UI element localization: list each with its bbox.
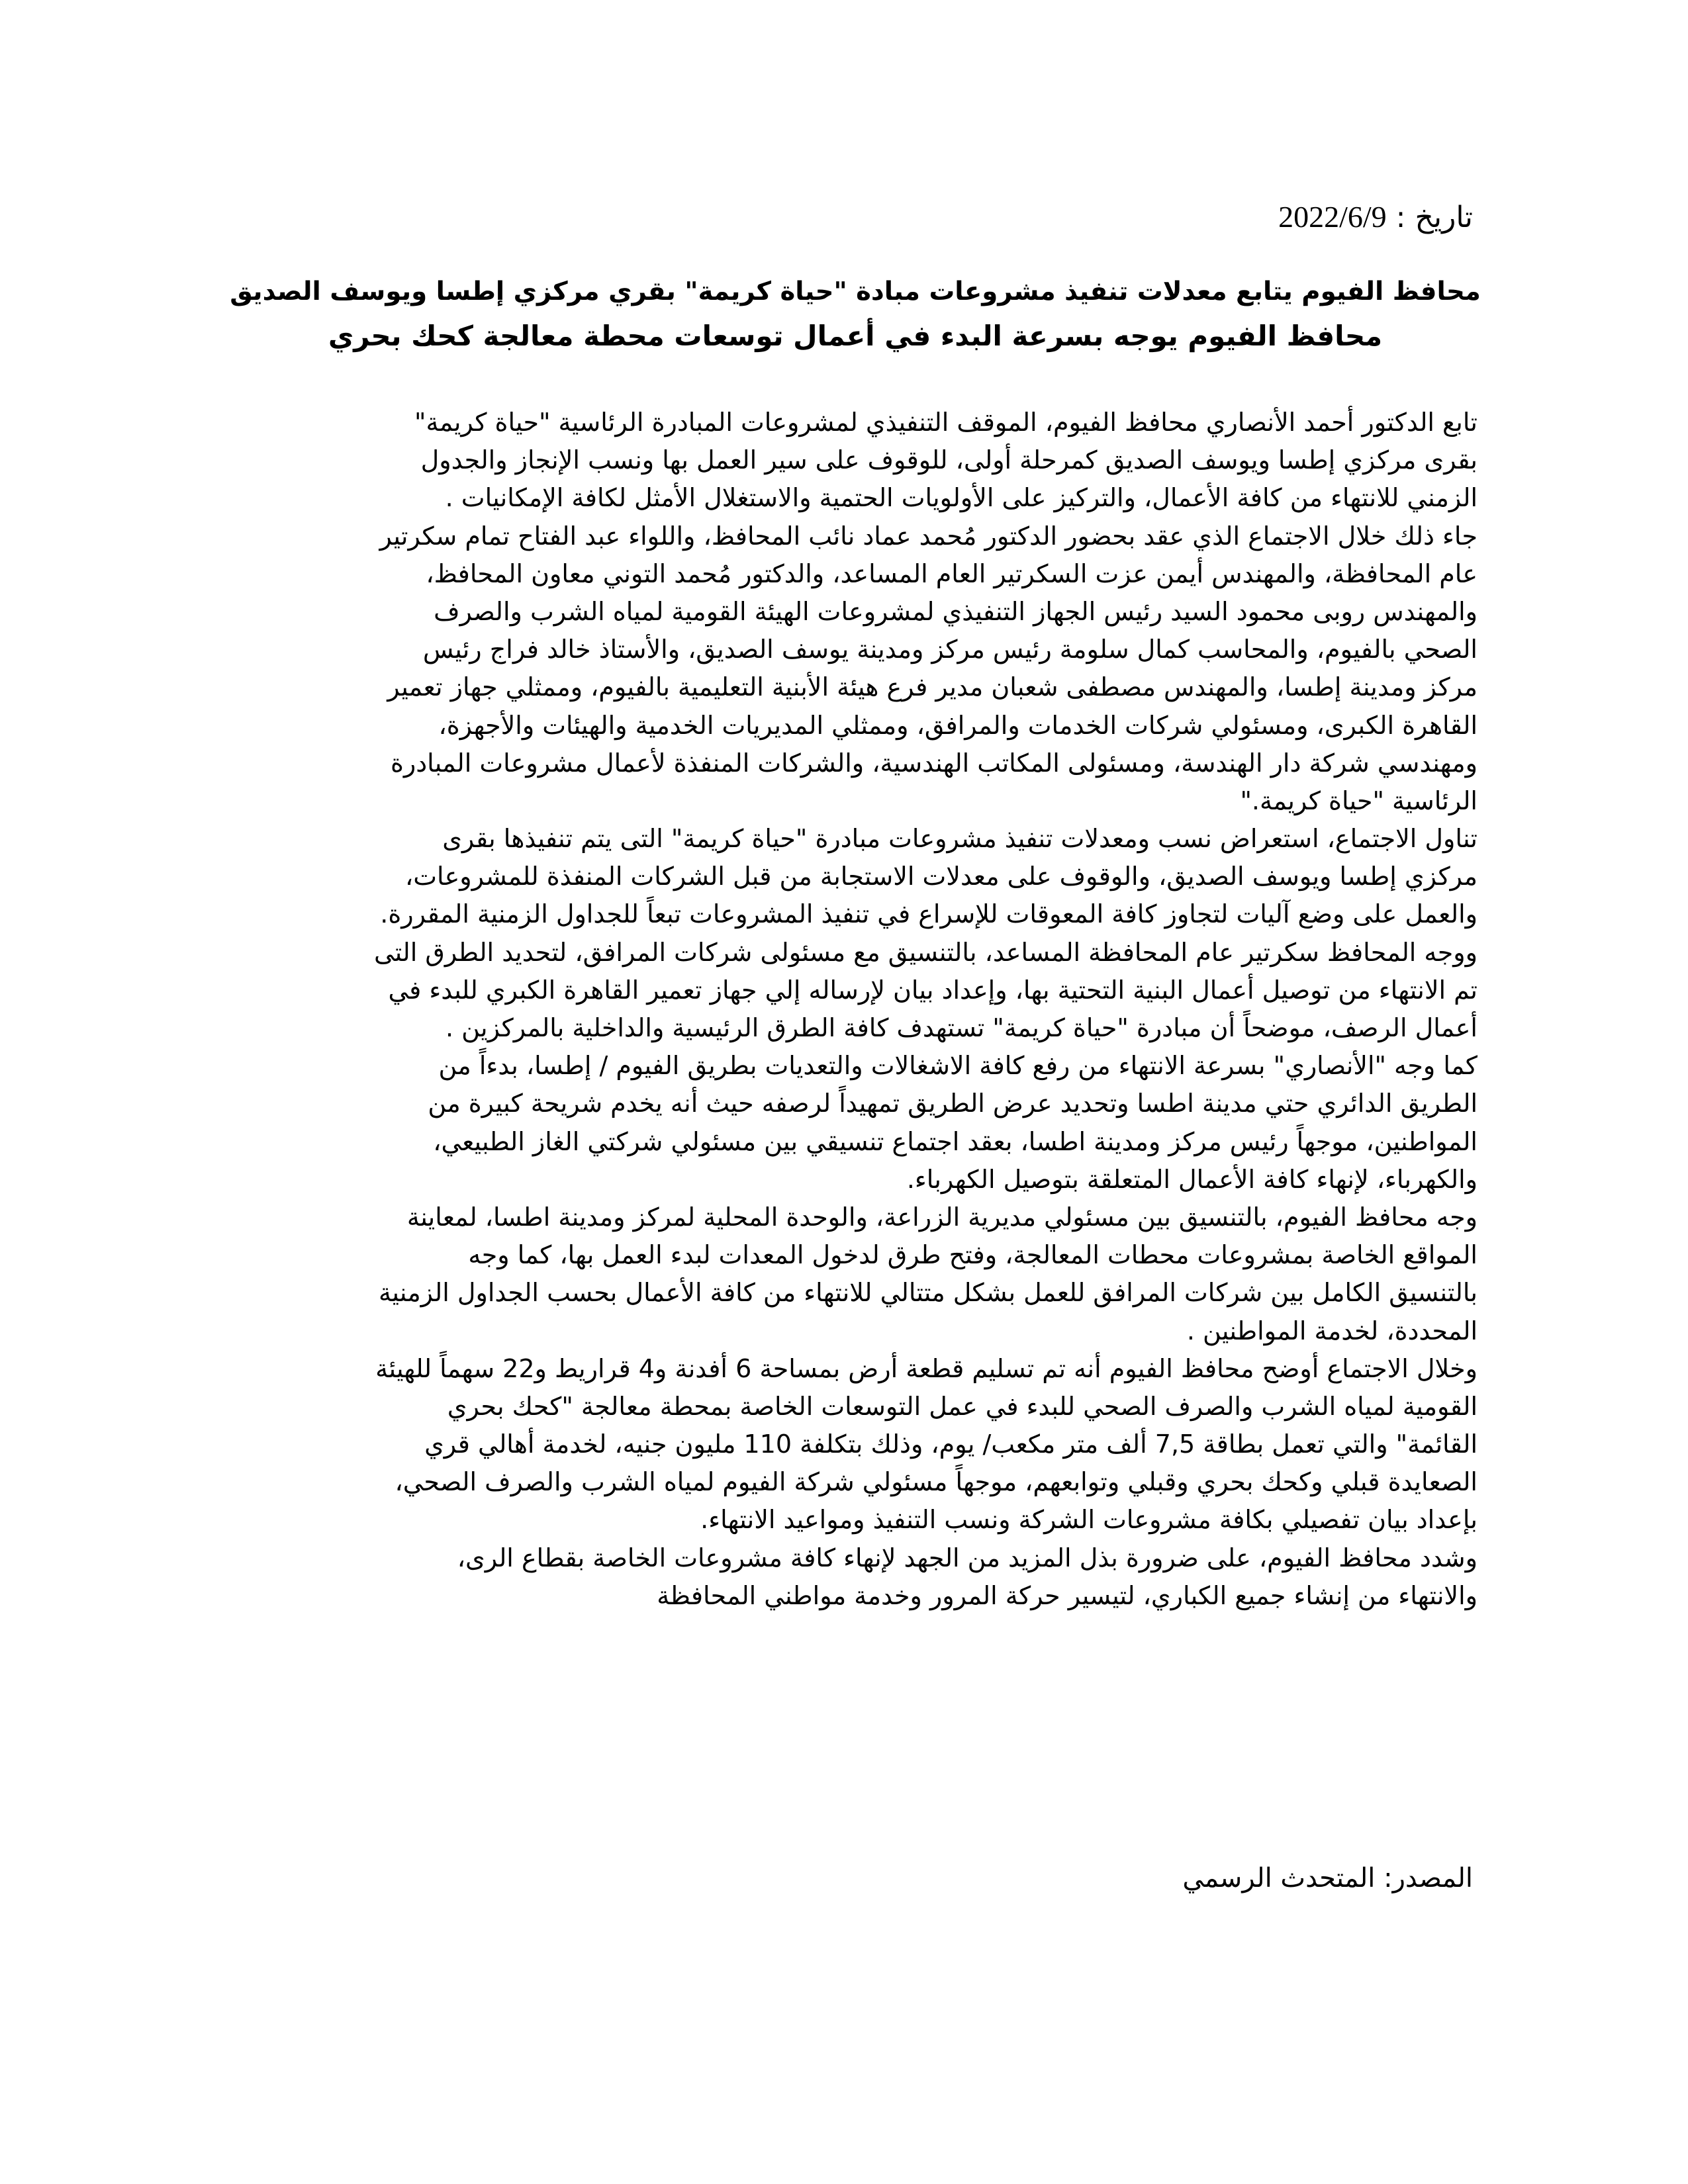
body-line: الصعايدة قبلي وكحك بحري وقبلي وتوابعهم، موجهاً مسئولي شركة الفيوم لمياه الشرب والصرف الصحي،: [395, 1467, 1477, 1497]
body-line: القاهرة الكبرى، ومسئولي شركات الخدمات والمرافق، وممثلي المديريات الخدمية والهيئات والأجهزة،: [438, 710, 1477, 740]
body-line: المحددة، لخدمة المواطنين .: [1186, 1316, 1477, 1345]
headline-primary: محافظ الفيوم يتابع معدلات تنفيذ مشروعات مبادة "حياة كريمة" بقري مركزي إطسا ويوسف الصديق: [230, 277, 1481, 306]
body-line: وشدد محافظ الفيوم، على ضرورة بذل المزيد من الجهد لإنهاء كافة مشروعات الخاصة بقطاع الرى،: [457, 1543, 1477, 1572]
body-line: المواقع الخاصة بمشروعات محطات المعالجة، وفتح طرق لدخول المعدات لبدء العمل بها، كما وجه: [468, 1240, 1477, 1270]
body-line: جاء ذلك خلال الاجتماع الذي عقد بحضور الدكتور مُحمد عماد نائب المحافظ، واللواء عبد الفتاح تمام سكرتير: [379, 521, 1477, 551]
body-line: المواطنين، موجهاً رئيس مركز ومدينة اطسا، بعقد اجتماع تنسيقي بين مسئولي شركتي الغاز الطبيعي،: [433, 1126, 1477, 1156]
body-line: والمهندس روبى محمود السيد رئيس الجهاز التنفيذي لمشروعات الهيئة القومية لمياه الشرب والصرف: [434, 596, 1477, 626]
document-date: [877, 197, 1473, 238]
body-line: والكهرباء، لإنهاء كافة الأعمال المتعلقة بتوصيل الكهرباء.: [906, 1164, 1477, 1194]
body-line: مركزي إطسا ويوسف الصديق، والوقوف على معدلات الاستجابة من قبل الشركات المنفذة للمشروعات،: [405, 862, 1477, 891]
date-value: 2022/6/9: [1278, 200, 1387, 234]
body-line: كما وجه "الأنصاري" بسرعة الانتهاء من رفع كافة الاشغالات والتعديات بطريق الفيوم / إطسا، بدءاً من: [438, 1051, 1477, 1081]
body-line: تابع الدكتور أحمد الأنصاري محافظ الفيوم، الموقف التنفيذي لمشروعات المبادرة الرئاسية "حياة كريمة": [414, 408, 1477, 437]
body-line: الطريق الدائري حتي مدينة اطسا وتحديد عرض الطريق تمهيداً لرصفه حيث أنه يخدم شريحة كبيرة من: [428, 1089, 1477, 1118]
body-line: ومهندسي شركة دار الهندسة، ومسئولى المكاتب الهندسية، والشركات المنفذة لأعمال مشروعات المبادرة: [390, 748, 1477, 778]
body-line: تناول الاجتماع، استعراض نسب ومعدلات تنفيذ مشروعات مبادرة "حياة كريمة" التى يتم تنفيذها بقرى: [442, 824, 1477, 854]
body-line: عام المحافظة، والمهندس أيمن عزت السكرتير العام المساعد، والدكتور مُحمد التوني معاون المحافظ،: [426, 559, 1477, 588]
body-line: بإعداد بيان تفصيلي بكافة مشروعات الشركة ونسب التنفيذ ومواعيد الانتهاء.: [700, 1505, 1477, 1535]
body-line: وجه محافظ الفيوم، بالتنسيق بين مسئولي مديرية الزراعة، والوحدة المحلية لمركز ومدينة اطسا، لمعاينة: [406, 1202, 1477, 1232]
body-line: وخلال الاجتماع أوضح محافظ الفيوم أنه تم تسليم قطعة أرض بمساحة 6 أفدنة و4 قراريط و22 سهماً للهيئة: [375, 1353, 1477, 1383]
body-line: أعمال الرصف، موضحاً أن مبادرة "حياة كريمة" تستهدف كافة الطرق الرئيسية والداخلية بالمركزين .: [445, 1013, 1477, 1042]
body-line: والانتهاء من إنشاء جميع الكباري، لتيسير حركة المرور وخدمة مواطني المحافظة: [657, 1580, 1477, 1610]
body-line: بالتنسيق الكامل بين شركات المرافق للعمل بشكل متتالي للانتهاء من كافة الأعمال بحسب الجداول الزمنية: [379, 1278, 1477, 1308]
date-label: تاريخ :: [1395, 201, 1473, 234]
body-line: تم الانتهاء من توصيل أعمال البنية التحتية بها، وإعداد بيان لإرساله إلي جهاز تعمير القاهرة الكبري للبدء في: [388, 975, 1477, 1005]
article-body: [173, 404, 1477, 1615]
body-line: والعمل على وضع آليات لتجاوز كافة المعوقات للإسراع في تنفيذ المشروعات تبعاً للجداول الزمنية المقررة.: [380, 899, 1477, 929]
body-line: القائمة" والتي تعمل بطاقة 7,5 ألف متر مكعب/ يوم، وذلك بتكلفة 110 مليون جنيه، لخدمة أهالي قري: [424, 1430, 1477, 1459]
body-line: الرئاسية "حياة كريمة.": [1240, 786, 1477, 815]
body-line: الزمني للانتهاء من كافة الأعمال، والتركيز على الأولويات الحتمية والاستغلال الأمثل لكافة الإمكانيات .: [445, 483, 1477, 513]
body-line: مركز ومدينة إطسا، والمهندس مصطفى شعبان مدير فرع هيئة الأبنية التعليمية بالفيوم، وممثلي جهاز تعمير: [387, 672, 1477, 702]
body-line: الصحي بالفيوم، والمحاسب كمال سلومة رئيس مركز ومدينة يوسف الصديق، والأستاذ خالد فراج رئيس: [422, 635, 1477, 664]
body-line: ووجه المحافظ سكرتير عام المحافظة المساعد، بالتنسيق مع مسئولى شركات المرافق، لتحديد الطرق التى: [374, 937, 1477, 967]
source-credit: المصدر: المتحدث الرسمي: [1182, 1863, 1473, 1893]
body-line: القومية لمياه الشرب والصرف الصحي للبدء في عمل التوسعات الخاصة بمحطة معالجة "كحك بحري: [447, 1391, 1477, 1421]
body-line: بقرى مركزي إطسا ويوسف الصديق كمرحلة أولى، للوقوف على سير العمل بها ونسب الإنجاز والجدول: [420, 445, 1477, 475]
headline-secondary: محافظ الفيوم يوجه بسرعة البدء في أعمال توسعات محطة معالجة كحك بحري: [328, 320, 1383, 352]
